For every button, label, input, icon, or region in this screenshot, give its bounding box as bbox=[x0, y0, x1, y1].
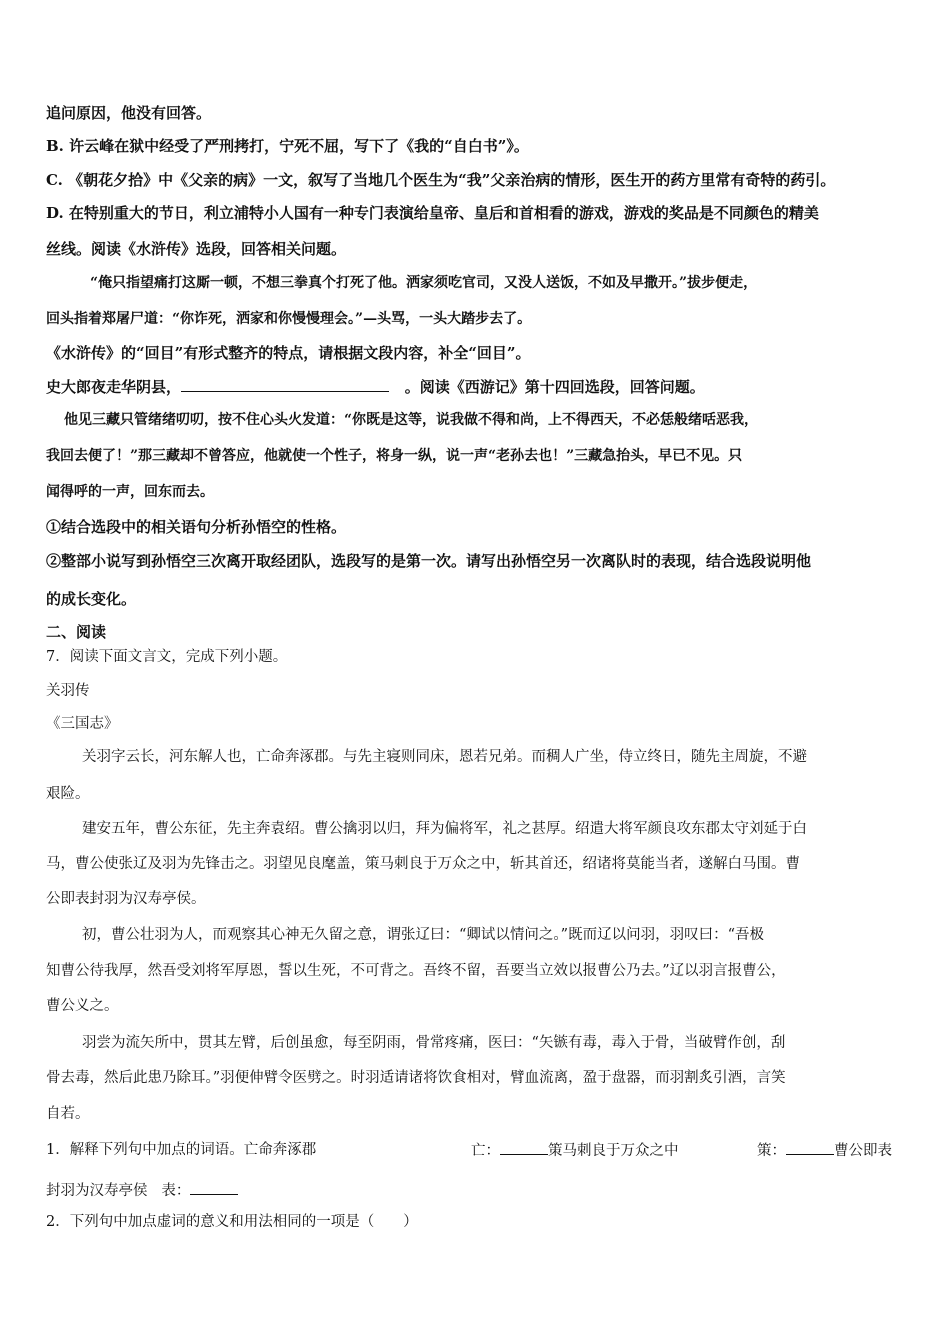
question-title: 7．阅读下面文言文，完成下列小题。 bbox=[46, 649, 288, 665]
article-title: 关羽传 bbox=[46, 683, 90, 699]
text-line: 追问原因，他没有回答。 bbox=[46, 104, 212, 122]
classical-text-line: 自若。 bbox=[46, 1106, 90, 1122]
shuihu-passage-line: “俺只指望痛打这厮一顿，不想三拳真个打死了他。洒家须吃官司，又没人送饭，不如及早撒开。”拔步便走， bbox=[90, 275, 758, 291]
xiyou-passage-line: 我回去便了！”那三藏却不曾答应，他就使一个性子，将身一纵，说一声“老孙去也！”三藏急抬头，早已不见。只 bbox=[46, 448, 743, 464]
classical-text-line: 骨去毒，然后此患乃除耳。”羽便伸臂令医劈之。时羽适请诸将饮食相对，臂血流离，盈于盘器，而羽割炙引酒，言笑 bbox=[46, 1070, 786, 1086]
question-line: 《水浒传》的“回目”有形式整齐的特点，请根据文段内容，补全“回目”。 bbox=[46, 344, 531, 362]
xiyou-passage-line: 闻得呼的一声，回东而去。 bbox=[46, 484, 214, 500]
answer-blank[interactable] bbox=[500, 1140, 548, 1155]
sub-question-1-item: 策： 曹公即表 bbox=[757, 1140, 892, 1161]
article-source: 《三国志》 bbox=[46, 716, 119, 732]
option-b: B. 许云峰在狱中经受了严刑拷打，宁死不屈，写下了《我的“自白书”》。 bbox=[46, 137, 529, 155]
option-d: D. 在特别重大的节日，利立浦特小人国有一种专门表演给皇帝、皇后和首相看的游戏，游戏的奖品是不同颜色的精美 bbox=[46, 204, 819, 222]
classical-text-line: 马，曹公使张辽及羽为先锋击之。羽望见良麾盖，策马刺良于万众之中，斩其首还，绍诸将莫能当者，遂解白马围。曹 bbox=[46, 856, 800, 872]
sub-question-2: 2．下列句中加点虚词的意义和用法相同的一项是（ ） bbox=[46, 1214, 418, 1230]
option-c: C. 《朝花夕拾》中《父亲的病》一文，叙写了当地几个医生为“我”父亲治病的情形，医生开的药方里常有奇特的药引。 bbox=[46, 171, 836, 189]
question-line: 的成长变化。 bbox=[46, 590, 137, 608]
sub-question-1-item: 亡： 策马刺良于万众之中 bbox=[471, 1140, 679, 1161]
question-line: ①结合选段中的相关语句分析孙悟空的性格。 bbox=[46, 518, 347, 536]
answer-blank[interactable] bbox=[786, 1140, 834, 1155]
classical-text-line: 关羽字云长，河东解人也，亡命奔涿郡。与先主寝则同床，恩若兄弟。而稠人广坐，侍立终日，随先主周旋，不避 bbox=[82, 749, 807, 765]
text-line: 丝线。阅读《水浒传》选段，回答相关问题。 bbox=[46, 240, 347, 258]
classical-text-line: 初，曹公壮羽为人，而观察其心神无久留之意，谓张辽曰：“卿试以情问之。”既而辽以问羽，羽叹曰：“吾极 bbox=[82, 927, 764, 943]
huimu-prefix: 史大郎夜走华阴县， bbox=[46, 378, 182, 396]
classical-text-line: 知曹公待我厚，然吾受刘将军厚恩，誓以生死，不可背之。吾终不留，吾要当立效以报曹公乃去。”辽以羽言报曹公， bbox=[46, 963, 786, 979]
classical-text-line: 公即表封羽为汉寿亭侯。 bbox=[46, 891, 206, 907]
sub-question-1: 1．解释下列句中加点的词语。亡命奔涿郡 bbox=[46, 1142, 317, 1158]
huimu-suffix: 。阅读《西游记》第十四回选段，回答问题。 bbox=[404, 378, 705, 396]
classical-text-line: 艰险。 bbox=[46, 786, 90, 802]
question-line bbox=[46, 377, 705, 397]
answer-blank[interactable] bbox=[181, 377, 389, 392]
section-heading: 二、阅读 bbox=[46, 623, 107, 641]
shuihu-passage-line: 回头指着郑屠尸道：“你诈死，洒家和你慢慢理会。”—头骂，一头大踏步去了。 bbox=[46, 311, 532, 327]
classical-text-line: 曹公义之。 bbox=[46, 998, 119, 1014]
sub-question-1-item: 封羽为汉寿亭侯 表： bbox=[46, 1180, 238, 1201]
question-line: ②整部小说写到孙悟空三次离开取经团队，选段写的是第一次。请写出孙悟空另一次离队时的表现，结合选段说明他 bbox=[46, 552, 812, 570]
classical-text-line: 建安五年，曹公东征，先主奔袁绍。曹公擒羽以归，拜为偏将军，礼之甚厚。绍遣大将军颜良攻东郡太守刘延于白 bbox=[82, 821, 807, 837]
answer-blank[interactable] bbox=[190, 1180, 238, 1195]
classical-text-line: 羽尝为流矢所中，贯其左臂，后创虽愈，每至阴雨，骨常疼痛，医曰：“矢镞有毒，毒入于骨，当破臂作创，刮 bbox=[82, 1035, 786, 1051]
xiyou-passage-line: 他见三藏只管绪绪叨叨，按不住心头火发道：“你既是这等，说我做不得和尚，上不得西天，不必恁般绪咶恶我， bbox=[64, 412, 759, 428]
